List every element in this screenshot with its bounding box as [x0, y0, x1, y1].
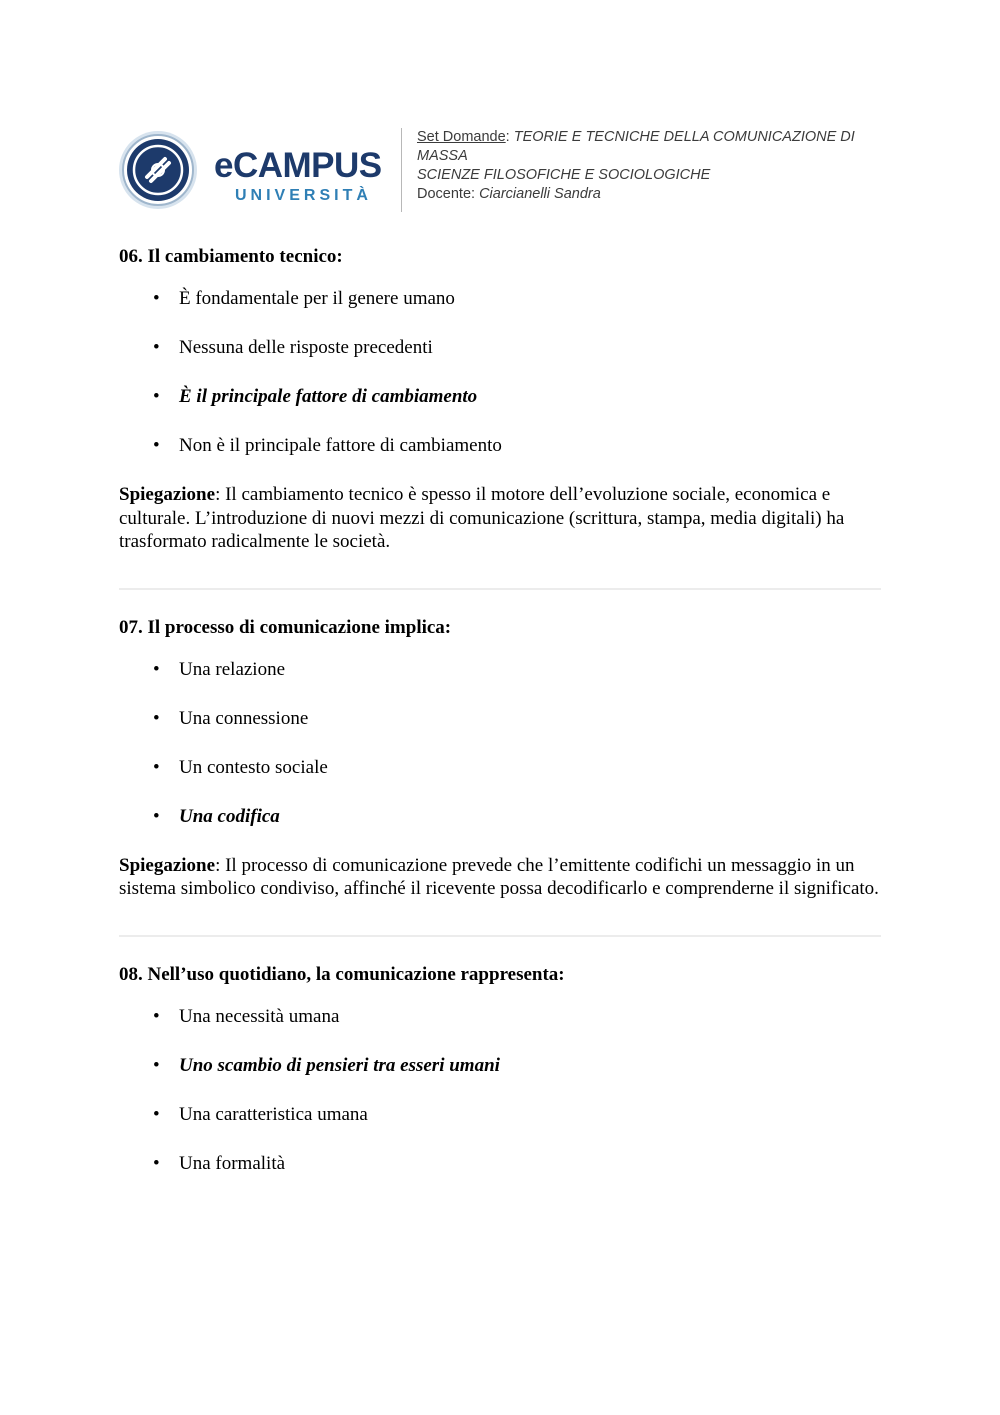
option-item: • Una caratteristica umana: [153, 1103, 368, 1125]
docente-label: Docente:: [417, 186, 476, 202]
option-item: • Non è il principale fattore di cambiamento: [153, 435, 502, 456]
set-label: Set Domande: [417, 129, 506, 145]
option-item-correct: • È il principale fattore di cambiamento: [153, 386, 478, 407]
option-item-correct: • Una codifica: [153, 805, 280, 827]
option-item: • Una relazione: [153, 658, 286, 680]
separator: [119, 935, 881, 937]
university-seal-icon: [118, 130, 198, 210]
question-title: 08. Nell’uso quotidiano, la comunicazione rappresenta:: [119, 963, 565, 985]
question-title: 06. Il cambiamento tecnico:: [119, 246, 343, 267]
course-info: [417, 128, 887, 204]
logo-subtitle: UNIVERSITÀ: [235, 187, 372, 204]
explanation-text: Il cambiamento tecnico è spesso il motore dell’evoluzione sociale, economica e culturale. L’introduzione di nuovi mezzi di comunicazione (scrittura, stampa, media digitali) ha trasformato radicalmente le società.: [119, 484, 845, 552]
docente-line: [417, 185, 887, 204]
explanation: Spiegazione: Il processo di comunicazione prevede che l’emittente codifichi un messaggio in un sistema simbolico condiviso, affinché il ricevente possa decodificarlo e comprenderne il significato.: [119, 854, 879, 899]
course-title: TEORIE E TECNICHE DELLA COMUNICAZIONE DI MASSA: [417, 129, 855, 164]
option-item: • Una necessità umana: [153, 1005, 340, 1027]
options-list: [119, 658, 881, 854]
option-item-correct: • Uno scambio di pensieri tra esseri umani: [153, 1054, 500, 1076]
explanation-label: Spiegazione: [119, 484, 216, 505]
docente-name: Ciarcianelli Sandra: [479, 186, 601, 202]
option-item: • Un contesto sociale: [153, 756, 328, 778]
options-list: [119, 1005, 881, 1201]
questions-content: [119, 245, 881, 1201]
explanation: Spiegazione: Il cambiamento tecnico è spesso il motore dell’evoluzione sociale, economica e culturale. L’introduzione di nuovi mezzi di comunicazione (scrittura, stampa, media digitali) ha trasformato radicalmente le società.: [119, 484, 845, 552]
question-block: [119, 245, 881, 554]
logo-wordmark: eCAMPUS: [214, 146, 382, 185]
faculty: SCIENZE FILOSOFICHE E SOCIOLOGICHE: [417, 167, 711, 183]
explanation-text: Il processo di comunicazione prevede che l’emittente codifichi un messaggio in un sistema simbolico condiviso, affinché il ricevente possa decodificarlo e comprenderne il significato.: [119, 854, 879, 899]
option-item: • È fondamentale per il genere umano: [153, 288, 455, 309]
question-block: [119, 963, 881, 1201]
explanation-label: Spiegazione: [119, 854, 216, 876]
question-title: 07. Il processo di comunicazione implica:: [119, 616, 452, 638]
question-block: [119, 616, 881, 901]
separator: [119, 588, 881, 590]
document-header: [118, 126, 888, 216]
option-item: • Nessuna delle risposte precedenti: [153, 337, 433, 358]
option-item: • Una connessione: [153, 707, 309, 729]
course-line: Set Domande: TEORIE E TECNICHE DELLA COMUNICAZIONE DI MASSA: [417, 129, 855, 164]
options-list: [119, 287, 881, 483]
header-divider: [401, 128, 402, 212]
option-item: • Una formalità: [153, 1152, 286, 1174]
